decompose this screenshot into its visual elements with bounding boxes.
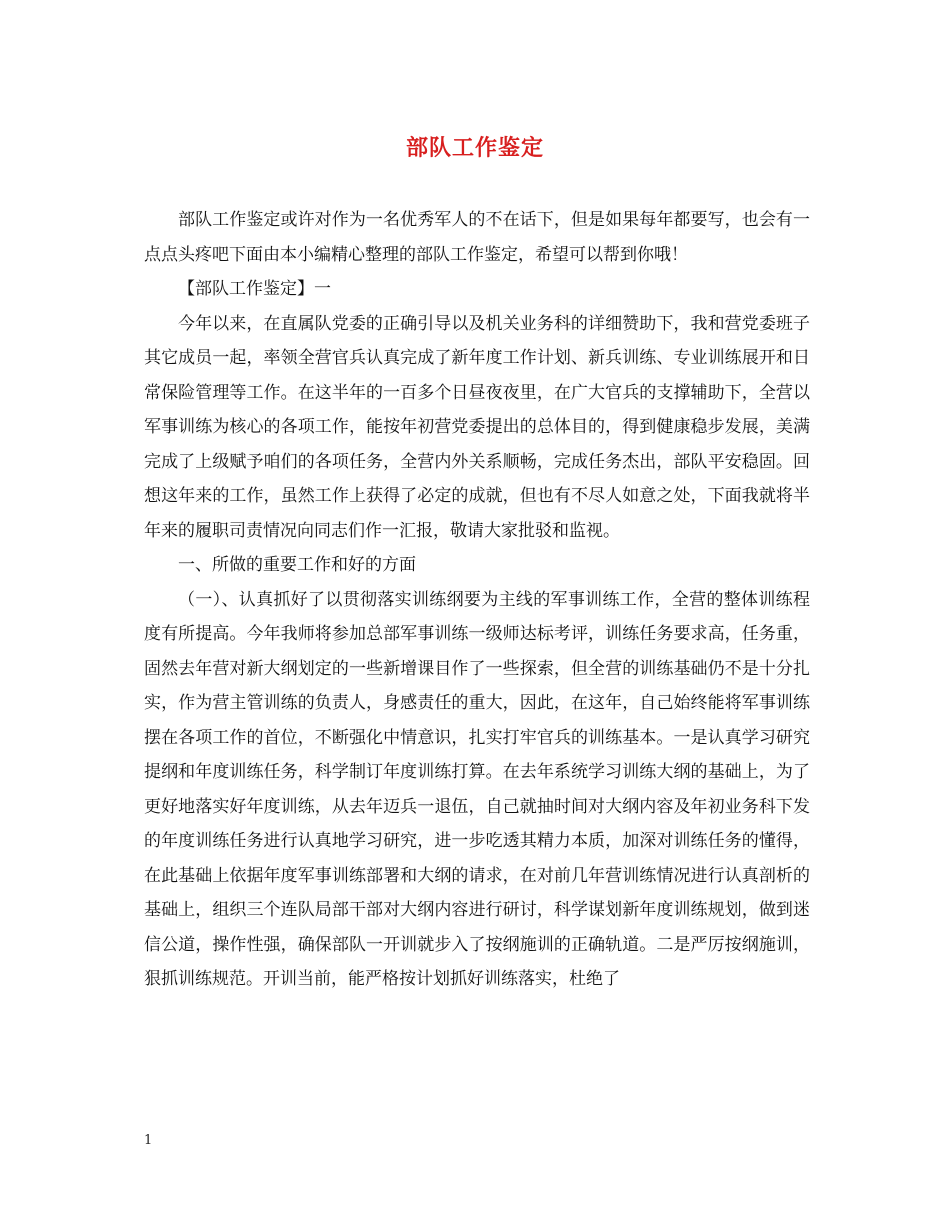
document-body	[144, 203, 810, 997]
subsection-heading: 一、所做的重要工作和好的方面	[178, 555, 416, 575]
body-paragraph: （一）、认真抓好了以贯彻落实训练纲要为主线的军事训练工作，全营的整体训练程度有所提高。今年我师将参加总部军事训练一级师达标考评，训练任务要求高，任务重，固然去年营对新大纲划定的一些新增课目作了一些探索，但全营的训练基础仍不是十分扎实，作为营主管训练的负责人，身感责任的重大，因此，在这年，自己始终能将军事训练摆在各项工作的首位，不断强化中情意识，扎实打牢官兵的训练基本。一是认真学习研究提纲和年度训练任务，科学制订年度训练打算。在去年系统学习训练大纲的基础上，为了更好地落实好年度训练，从去年迈兵一退伍，自己就抽时间对大纲内容及年初业务科下发的年度训练任务进行认真地学习研究，进一步吃透其精力本质，加深对训练任务的懂得，在此基础上依据年度军事训练部署和大纲的请求，在对前几年营训练情况进行认真剖析的基础上，组织三个连队局部干部对大纲内容进行研讨，科学谋划新年度训练规划，做到迷信公道，操作性强，确保部队一开训就步入了按纲施训的正确轨道。二是严厉按纲施训，狠抓训练规范。开训当前，能严格按计划抓好训练落实，杜绝了	[144, 589, 810, 989]
body-paragraph: 今年以来，在直属队党委的正确引导以及机关业务科的详细赞助下，我和营党委班子其它成员一起，率领全营官兵认真完成了新年度工作计划、新兵训练、专业训练展开和日常保险管理等工作。在这半年的一百多个日昼夜夜里，在广大官兵的支撑辅助下，全营以军事训练为核心的各项工作，能按年初营党委提出的总体目的，得到健康稳步发展，美满完成了上级赋予咱们的各项任务，全营内外关系顺畅，完成任务杰出，部队平安稳固。回想这年来的工作，虽然工作上获得了必定的成就，但也有不尽人如意之处，下面我就将半年来的履职司责情况向同志们作一汇报，敬请大家批驳和监视。	[144, 313, 810, 541]
page-number: 1	[144, 1133, 153, 1148]
document-title: 部队工作鉴定	[405, 135, 544, 161]
intro-paragraph: 部队工作鉴定或许对作为一名优秀军人的不在话下，但是如果每年都要写，也会有一点点头疼吧下面由本小编精心整理的部队工作鉴定，希望可以帮到你哦！	[144, 210, 810, 265]
section-heading: 【部队工作鉴定】一	[178, 279, 331, 299]
